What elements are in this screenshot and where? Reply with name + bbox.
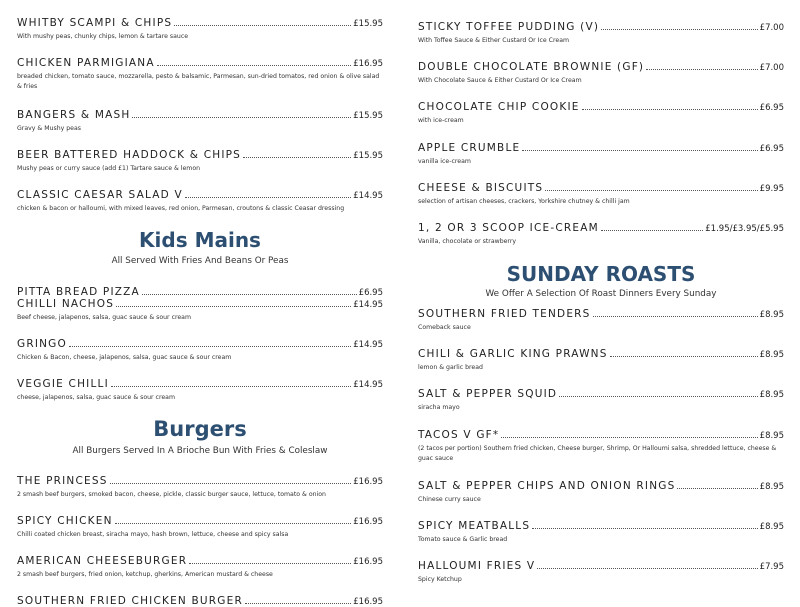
menu-item [418,347,784,373]
item-name: BEER BATTERED HADDOCK & CHIPS [17,149,242,161]
item-description: Comeback sauce [418,324,471,331]
item-description: With Chocolate Sauce & Either Custard Or Ice Cream [418,77,582,84]
leader-dots [646,69,757,70]
item-description: chicken & bacon or halloumi, with mixed leaves, red onion, Parmesan, croutons & classic Ceasar dressing [17,205,345,212]
item-name: SALT & PEPPER CHIPS AND ONION RINGS [418,480,676,492]
leader-dots [601,29,758,30]
item-description: Spicy Ketchup [418,576,462,583]
leader-dots [522,150,757,151]
leader-dots [189,563,351,564]
leader-dots [593,316,758,317]
item-price: £8.95 [759,350,784,360]
item-price: £6.95 [358,288,383,298]
menu-item [418,479,784,505]
menu-item [17,514,383,540]
item-name: DOUBLE CHOCOLATE BROWNIE (GF) [418,61,645,73]
item-description: Chinese curry sauce [418,496,481,503]
item-description: vanilla ice-cream [418,158,471,165]
item-name: CHEESE & BISCUITS [418,182,544,194]
item-price: £9.95 [759,184,784,194]
item-description: 2 smash beef burgers, smoked bacon, cheese, pickle, classic burger sauce, lettuce, tomato & onion [17,491,326,498]
item-description: siracha mayo [418,404,460,411]
item-name: BANGERS & MASH [17,109,131,121]
item-name: AMERICAN CHEESEBURGER [17,555,188,567]
item-name: CHOCOLATE CHIP COOKIE [418,101,580,113]
menu-item [418,181,784,207]
item-description: Gravy & Mushy peas [17,125,81,132]
item-description: Chilli coated chicken breast, siracha mayo, hash brown, lettuce, cheese and spicy salsa [17,531,289,538]
item-description: lemon & garlic bread [418,364,483,371]
menu-item [17,474,383,500]
item-price: £8.95 [759,482,784,492]
menu-item [418,519,784,545]
item-price: £1.95/£3.95/£5.95 [705,224,784,234]
leader-dots [142,294,357,295]
item-price: £6.95 [759,144,784,154]
item-name: CHICKEN PARMIGIANA [17,57,155,69]
kids-mains-heading: Kids Mains [139,228,261,252]
item-name: STICKY TOFFEE PUDDING (V) [418,21,600,33]
menu-item [17,594,383,607]
leader-dots [532,528,757,529]
item-price: £15.95 [353,151,383,161]
item-price: £8.95 [759,390,784,400]
item-description: With Toffee Sauce & Either Custard Or Ice Cream [418,37,570,44]
item-price: £6.95 [759,103,784,113]
leader-dots [116,306,351,307]
leader-dots [174,25,351,26]
item-price: £8.95 [759,522,784,532]
menu-item [418,428,784,464]
leader-dots [111,386,351,387]
item-description: 2 smash beef burgers, fried onion, ketchup, gherkins, American mustard & cheese [17,571,273,578]
menu-item [17,16,383,42]
burgers-subtitle: All Burgers Served In A Brioche Bun With Fries & Coleslaw [72,446,328,456]
menu-item [418,20,784,46]
item-price: £8.95 [759,431,784,441]
menu-item [17,56,383,92]
item-name: THE PRINCESS [17,475,108,487]
item-description: (2 tacos per portion) Southern fried chicken, Cheese burger, Shrimp, Or Halloumi salsa, shredded lettuce, cheese & guac sauce [418,445,777,462]
item-name: VEGGIE CHILLI [17,378,109,390]
sunday-roasts-subtitle: We Offer A Selection Of Roast Dinners Every Sunday [485,289,717,299]
item-name: SPICY MEATBALLS [418,520,531,532]
leader-dots [545,190,757,191]
item-price: £16.95 [353,477,383,487]
burgers-heading: Burgers [153,417,247,441]
item-price: £16.95 [353,517,383,527]
item-name: SOUTHERN FRIED TENDERS [418,308,591,320]
item-description: With mushy peas, chunky chips, lemon & tartare sauce [17,33,189,40]
item-description: selection of artisan cheeses, crackers, Yorkshire chutney & chilli jam [418,198,630,205]
menu-item [17,188,383,214]
leader-dots [69,346,351,347]
item-price: £7.00 [759,23,784,33]
item-price: £16.95 [353,597,383,607]
item-price: £14.95 [353,380,383,390]
item-price: £7.00 [759,63,784,73]
menu-item [418,387,784,413]
item-name: 1, 2 OR 3 SCOOP ICE-CREAM [418,222,599,234]
item-name: TACOS V GF* [418,429,500,441]
menu-item [418,100,784,126]
menu-item [418,559,784,585]
item-name: SOUTHERN FRIED CHICKEN BURGER [17,595,243,607]
kids-mains-subtitle: All Served With Fries And Beans Or Peas [111,256,289,266]
leader-dots [677,488,757,489]
item-price: £7.95 [759,562,784,572]
menu-item [17,108,383,134]
leader-dots [501,437,757,438]
leader-dots [610,356,758,357]
item-name: SPICY CHICKEN [17,515,113,527]
item-price: £14.95 [353,191,383,201]
leader-dots [110,483,352,484]
item-name: CLASSIC CAESAR SALAD V [17,189,183,201]
item-price: £16.95 [353,59,383,69]
item-price: £15.95 [353,19,383,29]
item-description: Tomato sauce & Garlic bread [418,536,508,543]
leader-dots [243,157,351,158]
item-description: cheese, jalapenos, salsa, guac sauce & sour cream [17,394,175,401]
item-name: APPLE CRUMBLE [418,142,521,154]
leader-dots [185,197,351,198]
menu-item [418,141,784,167]
item-name: CHILI & GARLIC KING PRAWNS [418,348,608,360]
leader-dots [601,230,703,231]
item-price: £16.95 [353,557,383,567]
item-description: Vanilla, chocolate or strawberry [418,238,517,245]
item-name: WHITBY SCAMPI & CHIPS [17,17,173,29]
item-price: £14.95 [353,340,383,350]
menu-item [17,297,383,323]
leader-dots [157,65,352,66]
item-description: Beef cheese, jalapenos, salsa, guac sauce & sour cream [17,314,191,321]
menu-item [17,377,383,403]
leader-dots [582,109,758,110]
menu-item [418,307,784,333]
item-description: Mushy peas or curry sauce (add £1) Tartare sauce & lemon [17,165,201,172]
item-name: SALT & PEPPER SQUID [418,388,558,400]
item-price: £8.95 [759,310,784,320]
item-description: Chicken & Bacon, cheese, jalapenos, salsa, guac sauce & sour cream [17,354,232,361]
item-name: GRINGO [17,338,67,350]
item-name: CHILLI NACHOS [17,298,115,310]
leader-dots [537,568,757,569]
menu-item [17,554,383,580]
item-description: breaded chicken, tomato sauce, mozzarella, pesto & balsamic, Parmesan, sun-dried tomatos, red onion & olive salad & fries [17,73,380,90]
leader-dots [559,396,757,397]
menu-item [17,148,383,174]
leader-dots [245,603,351,604]
item-price: £15.95 [353,111,383,121]
menu-item [17,337,383,363]
menu-item [418,60,784,86]
item-name: HALLOUMI FRIES V [418,560,536,572]
sunday-roasts-heading: SUNDAY ROASTS [506,262,696,286]
item-description: with ice-cream [418,117,464,124]
item-name: PITTA BREAD PIZZA [17,286,140,298]
menu-item [418,221,784,247]
leader-dots [132,117,351,118]
leader-dots [115,523,352,524]
item-price: £14.95 [353,300,383,310]
